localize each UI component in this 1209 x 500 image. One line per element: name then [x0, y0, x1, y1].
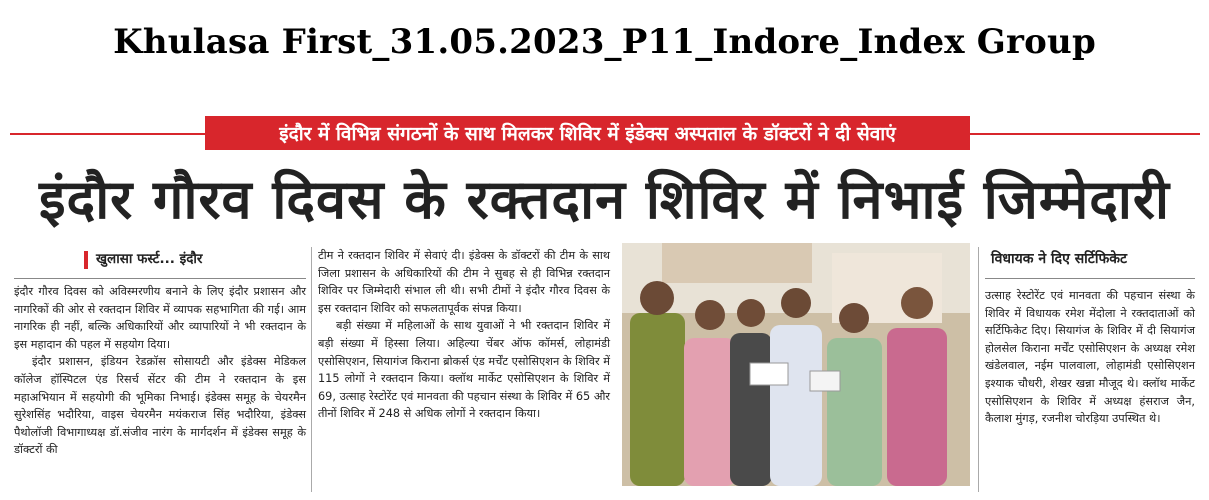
byline	[14, 247, 306, 279]
paragraph: इंदौर प्रशासन, इंडियन रेडक्रॉस सोसायटी और इंडेक्स मेडिकल कॉलेज हॉस्पिटल एंड रिसर्च सेंटर की टीम ने रक्तदान के इस महाअभियान में सहयोगी की भूमिका निभाई। इंडेक्स समूह के चेयरमैन सुरेशसिंह भदौरिया, वाइस चेयरमैन मयंकराज सिंह भदौरिया, इंडेक्स पैथोलॉजी विभागाध्यक्ष डॉ.संजीव नारंग के मार्गदर्शन में इंडेक्स समूह के डॉक्टरों की	[14, 355, 306, 457]
photo-illustration	[622, 243, 970, 486]
article-column-1	[14, 247, 306, 459]
paragraph: बड़ी संख्या में महिलाओं के साथ युवाओं ने भी रक्तदान शिविर में बड़ी संख्या में हिस्सा लिया। अहिल्या चेंबर ऑफ कॉमर्स, लोहामंडी एसोसिएशन, सियागंज किराना ब्रोकर्स एंड मर्चेंट एसोसिएशन के शिविर में 115 लोगों ने रक्तदान किया। क्लॉथ मार्केट एसोसिएशन के शिविर में 69, उत्साह रेस्टोरेंट एवं मानवता की पहचान संस्था के शिविर में 65 और तीनों शिविर में 248 से अधिक लोगों ने रक्तदान किया।	[318, 319, 610, 421]
paragraph: इंदौर गौरव दिवस को अविस्मरणीय बनाने के लिए इंदौर प्रशासन और नागरिकों की ओर से रक्तदान शिविर में व्यापक सहभागिता की गई। आम नागरिक ही नहीं, बल्कि अधिकारियों और व्यापारियों ने भी रक्तदान के इस महादान की पहल में सहयोग दिया।	[14, 285, 306, 351]
column-divider	[978, 247, 979, 492]
sidebar-heading: विधायक ने दिए सर्टिफिकेट	[985, 247, 1195, 279]
document-title: Khulasa First_31.05.2023_P11_Indore_Index Group	[113, 22, 1096, 62]
sidebar-column	[985, 247, 1195, 428]
article-headline: इंदौर गौरव दिवस के रक्तदान शिविर में निभाई जिम्मेदारी	[39, 168, 1170, 231]
article-kicker: इंदौर में विभिन्न संगठनों के साथ मिलकर शिविर में इंडेक्स अस्पताल के डॉक्टरों ने दी सेवाएं	[205, 116, 970, 150]
byline-marker	[84, 251, 88, 269]
column-divider	[311, 247, 312, 492]
paragraph: उत्साह रेस्टोरेंट एवं मानवता की पहचान संस्था के शिविर में विधायक रमेश मेंदोला ने रक्तदाताओं को सर्टिफिकेट दिए। सियागंज के शिविर में दी सियागंज होलसेल किराना मर्चेंट एसोसिएशन के अध्यक्ष रमेश खंडेलवाल, नईम पालवाला, लोहामंडी एसोसिएशन इश्याक चौधरी, शेखर खन्ना मौजूद थे। क्लॉथ मार्केट एसोसिएशन के शिविर में अध्यक्ष हंसराज जैन, कैलाश मुंगड़, रजनीश चोरड़िया उपस्थित थे।	[985, 289, 1195, 426]
article-column-2	[318, 247, 610, 423]
paragraph: टीम ने रक्तदान शिविर में सेवाएं दी। इंडेक्स के डॉक्टरों की टीम के साथ जिला प्रशासन के अधिकारियों की टीम ने सुबह से ही विभिन्न रक्तदान शिविर पर जिम्मेदारी संभाल ली थी। सभी टीमों ने इंदौर गौरव दिवस के इस रक्तदान शिविर को सफलतापूर्वक संपन्न किया।	[318, 249, 610, 315]
article-photo	[622, 243, 970, 486]
byline-text: खुलासा फर्स्ट... इंदौर	[96, 250, 203, 267]
